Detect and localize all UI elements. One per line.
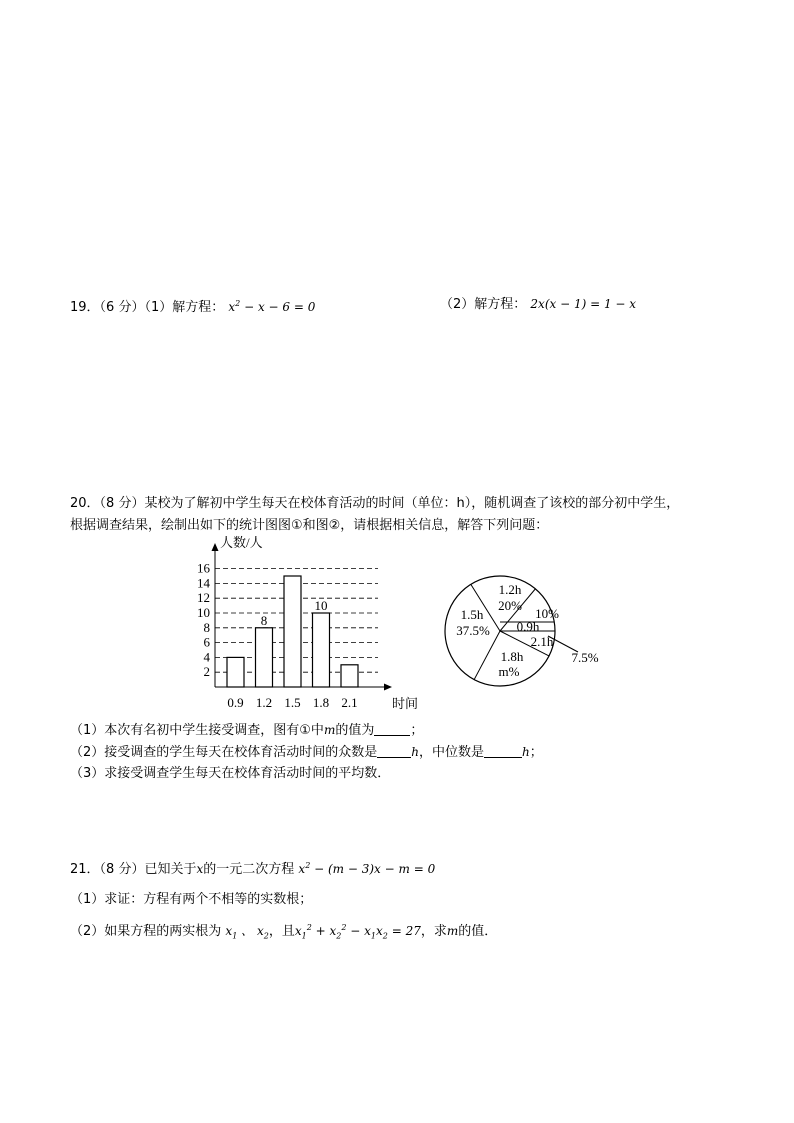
q21-number: 21． xyxy=(70,862,100,877)
q21-roots: $x_1$ 、 $x_2$ xyxy=(225,924,269,941)
q19-part2-equation: 2x(x − 1) = 1 − x xyxy=(530,297,637,311)
q21-part2-text4: 的值． xyxy=(458,924,498,939)
q21-part2-text: （2）如果方程的两实根为 xyxy=(70,924,222,939)
q20-part1-end: ； xyxy=(410,723,424,738)
y-tick-label: 2 xyxy=(203,664,210,680)
answer-blank-median[interactable] xyxy=(484,745,522,758)
q21-stem xyxy=(70,858,435,878)
q20-part1-text: （1）本次有名初中学生接受调查，图有①中 xyxy=(70,723,324,738)
pie-label-0-9h: 0.9h xyxy=(516,619,540,634)
pie-label-m-pct: m% xyxy=(498,664,520,679)
q21-stem-var: x xyxy=(196,862,204,876)
q20-part2 xyxy=(70,744,543,761)
q21-part2-var: m xyxy=(446,924,459,938)
x-tick-label: 1.2 xyxy=(255,695,273,710)
pie-label-2-1h: 2.1h xyxy=(530,634,554,649)
bar xyxy=(256,628,273,687)
q19-part2-line xyxy=(440,296,636,313)
y-tick-label: 16 xyxy=(197,560,210,576)
bar xyxy=(341,665,358,687)
pie-chart xyxy=(430,560,610,695)
y-tick-label: 4 xyxy=(203,649,210,665)
bar-data-label: 8 xyxy=(260,612,268,628)
x-tick-label: 1.5 xyxy=(284,695,301,710)
bar xyxy=(284,576,301,687)
x-tick-label: 0.9 xyxy=(227,695,244,710)
pie-label-7-5pct: 7.5% xyxy=(571,650,599,665)
q20-part1-var: m xyxy=(323,723,336,737)
q20-part2-unit1: h xyxy=(411,745,420,759)
pie-label-37-5pct: 37.5% xyxy=(456,623,490,638)
q21-part1 xyxy=(70,892,312,908)
q21-part2 xyxy=(70,920,497,944)
q20-stem-text1: 某校为了解初中学生每天在校体育活动的时间（单位：h），随机调查了该校的部分初中学生， xyxy=(144,496,680,511)
q19-part1-equation: $x^2 - x - 6 = 0$ xyxy=(228,299,316,314)
x-axis-title: 时间 xyxy=(392,696,419,710)
q21-part2-text2: ，且 xyxy=(268,924,295,939)
y-tick-label: 10 xyxy=(197,605,210,620)
y-tick-label: 14 xyxy=(197,575,210,591)
y-tick-label: 6 xyxy=(203,634,210,650)
q20-part3 xyxy=(70,766,390,782)
q20-part2-text2: ，中位数是 xyxy=(419,745,485,760)
bar-chart xyxy=(180,535,420,710)
pie-label-10pct: 10% xyxy=(535,606,559,621)
q20-stem-text2: 根据调查结果，绘制出如下的统计图图①和图②，请根据相关信息，解答下列问题： xyxy=(70,518,549,533)
q19-part2-label: （2）解方程： xyxy=(440,297,527,312)
pie-label-20pct: 20% xyxy=(498,598,522,613)
q20-part2-end: ； xyxy=(529,745,543,760)
q20-part3-text: （3）求接受调查学生每天在校体育活动时间的平均数． xyxy=(70,766,391,781)
q19-line xyxy=(70,296,315,316)
answer-blank-mode[interactable] xyxy=(377,745,411,758)
y-axis-arrow xyxy=(212,543,219,551)
q19-number: 19． xyxy=(70,300,100,315)
pie-label-1-2h: 1.2h xyxy=(498,582,522,597)
x-tick-label: 2.1 xyxy=(341,695,358,710)
bar-data-label: 10 xyxy=(314,598,328,613)
pie-label-1-8h: 1.8h xyxy=(500,649,524,664)
q20-score: （8 分） xyxy=(99,496,145,511)
q20-part2-text: （2）接受调查的学生每天在校体育活动时间的众数是 xyxy=(70,745,378,760)
q19-part1-label: （1）解方程： xyxy=(144,300,225,315)
q20-part1 xyxy=(70,722,423,739)
q20-part1-text2: 的值为 xyxy=(335,723,375,738)
q20-part2-unit2: h xyxy=(522,745,530,759)
y-axis-title: 人数/人 xyxy=(220,535,263,550)
y-tick-label: 8 xyxy=(203,619,210,635)
q20-stem-line1 xyxy=(70,496,679,512)
q21-stem-text2: 的一元二次方程 xyxy=(203,862,295,877)
q21-equation: $x^2 - (m - 3)x - m = 0$ xyxy=(298,861,436,876)
q21-score: （8 分） xyxy=(99,862,145,877)
answer-blank-m[interactable] xyxy=(374,723,410,736)
q19-score: （6 分） xyxy=(99,300,145,315)
q21-part2-text3: ，求 xyxy=(420,924,447,939)
q21-part1-text: （1）求证：方程有两个不相等的实数根； xyxy=(70,892,313,907)
pie-label-1-5h: 1.5h xyxy=(460,607,484,622)
q21-condition: $x_1^2 + x_2^2 - x_1x_2 = 27$ xyxy=(294,923,421,941)
q20-stem-line2 xyxy=(70,518,548,534)
bar xyxy=(227,657,244,687)
q20-number: 20． xyxy=(70,496,100,511)
bar xyxy=(313,613,330,687)
x-tick-label: 1.8 xyxy=(312,695,330,710)
y-tick-label: 12 xyxy=(197,590,210,606)
x-axis-arrow xyxy=(384,684,392,691)
q21-stem-text: 已知关于 xyxy=(144,862,197,877)
